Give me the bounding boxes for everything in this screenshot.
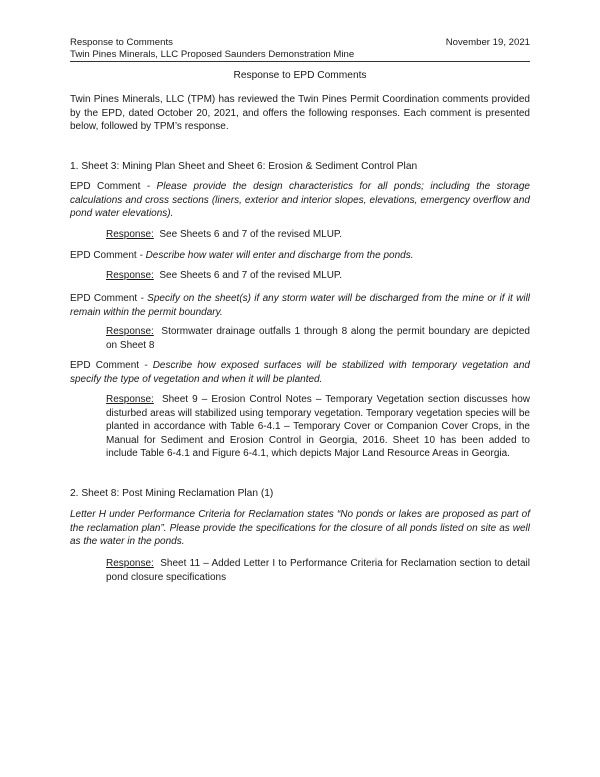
- comment-text: - Describe how water will enter and discharge from the ponds.: [136, 250, 414, 261]
- section-2-response: [106, 557, 530, 584]
- header-divider: [70, 61, 530, 62]
- intro-paragraph: Twin Pines Minerals, LLC (TPM) has reviewed the Twin Pines Permit Coordination comments provided by the EPD, dated October 20, 2021, and offers the following responses. Each comment is presented below, followed by TPM’s response.: [70, 94, 530, 133]
- comment-label: EPD Comment: [70, 293, 138, 304]
- comment-text: - Specify on the sheet(s) if any storm water will be discharged from the mine or if it will remain within the permit boundary.: [70, 293, 531, 318]
- response-4: [106, 393, 530, 461]
- comment-label: EPD Comment: [70, 360, 140, 371]
- section-1-heading: 1. Sheet 3: Mining Plan Sheet and Sheet 6: Erosion & Sediment Control Plan: [70, 161, 418, 172]
- response-text: See Sheets 6 and 7 of the revised MLUP.: [159, 229, 343, 240]
- response-text: Sheet 11 – Added Letter I to Performance Criteria for Reclamation section to detail pond closure specifications: [106, 558, 530, 583]
- response-label: Response:: [106, 270, 154, 281]
- response-label: Response:: [106, 394, 154, 405]
- response-label: Response:: [106, 558, 154, 569]
- section-2-heading: 2. Sheet 8: Post Mining Reclamation Plan (1): [70, 488, 274, 499]
- response-text: See Sheets 6 and 7 of the revised MLUP.: [159, 270, 343, 281]
- response-2: [106, 269, 530, 283]
- response-text: Sheet 9 – Erosion Control Notes – Temporary Vegetation section discusses how disturbed areas will stabilized using temporary vegetation. Temporary vegetation species will be planted in accordance with Table 6-4.1 – Temporary Cover or Companion Cover Crops, in the Manual for Sediment and Erosion Control in Georgia, 2016. Sheet 10 has been added to include Table 6-4.1 and Figure 6-4.1, which depicts Major Land Resource Areas in Georgia.: [106, 394, 531, 460]
- response-label: Response:: [106, 326, 154, 337]
- document-title: Response to EPD Comments: [233, 70, 367, 81]
- response-text: Stormwater drainage outfalls 1 through 8 along the permit boundary are depicted on Sheet 8: [106, 326, 530, 351]
- epd-comment-4: [70, 359, 530, 386]
- comment-text: - Please provide the design characteristics for all ponds; including the storage calculations and cross sections (liners, exterior and interior slopes, elevations, emergency overflow and pond water elevations).: [70, 181, 530, 220]
- response-label: Response:: [106, 229, 154, 240]
- epd-comment-1: [70, 180, 530, 221]
- comment-label: EPD Comment: [70, 181, 141, 192]
- epd-comment-2: [70, 249, 530, 263]
- comment-text: - Describe how exposed surfaces will be stabilized with temporary vegetation and specify the type of vegetation and when it will be planted.: [70, 360, 530, 385]
- response-3: [106, 325, 530, 352]
- page-header: [70, 37, 530, 60]
- epd-comment-3: [70, 292, 530, 319]
- comment-label: EPD Comment: [70, 250, 137, 261]
- header-title: Response to Comments: [70, 37, 173, 48]
- response-1: [106, 228, 530, 242]
- header-subtitle: Twin Pines Minerals, LLC Proposed Saunders Demonstration Mine: [70, 48, 355, 60]
- header-date: November 19, 2021: [445, 37, 530, 48]
- section-2-comment: Letter H under Performance Criteria for Reclamation states “No ponds or lakes are proposed as part of the reclamation plan”. Please provide the specifications for the closure of all ponds listed on site as well as the water in the ponds.: [70, 509, 530, 548]
